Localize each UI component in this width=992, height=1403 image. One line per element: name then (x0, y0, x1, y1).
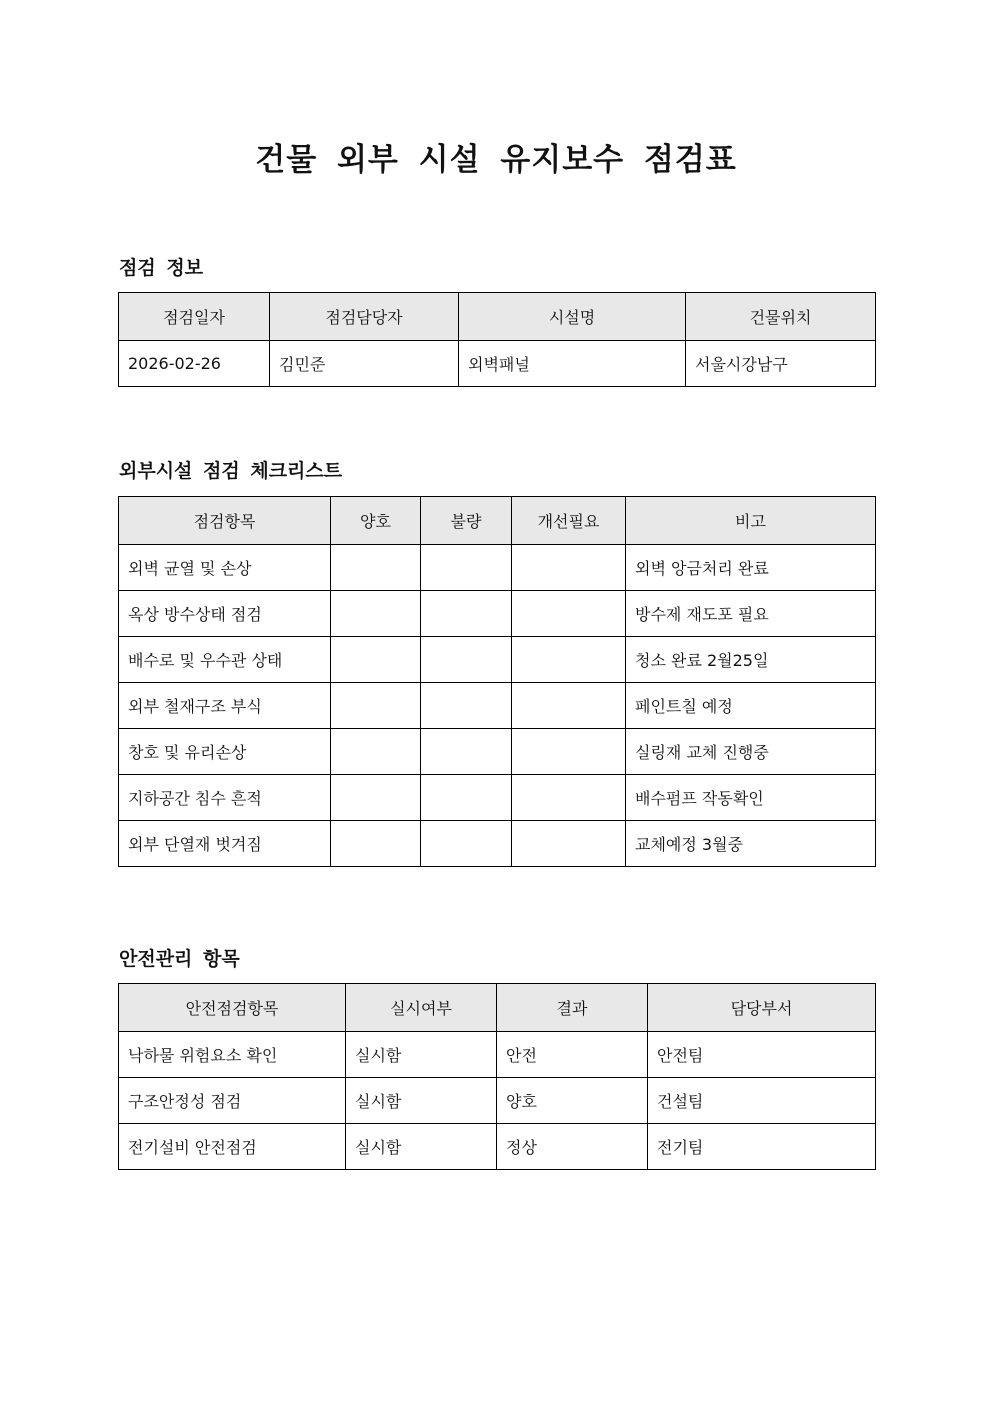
checklist-table (118, 496, 876, 867)
header-cell: 결과 (497, 984, 648, 1032)
table-row (119, 1078, 876, 1124)
check-remark: 외벽 앙금처리 완료 (626, 545, 876, 591)
safety-result: 정상 (497, 1124, 648, 1170)
check-item: 외부 단열재 벗겨짐 (119, 821, 331, 867)
check-good-cell[interactable] (331, 545, 421, 591)
table-row (119, 1032, 876, 1078)
table-row (119, 545, 876, 591)
header-cell: 개선필요 (512, 497, 626, 545)
check-improve-cell[interactable] (512, 729, 626, 775)
check-item: 옥상 방수상태 점검 (119, 591, 331, 637)
check-improve-cell[interactable] (512, 775, 626, 821)
document-title: 건물 외부 시설 유지보수 점검표 (255, 142, 737, 178)
check-bad-cell[interactable] (421, 545, 512, 591)
safety-item: 전기설비 안전점검 (119, 1124, 346, 1170)
table-row (119, 637, 876, 683)
check-good-cell[interactable] (331, 775, 421, 821)
check-good-cell[interactable] (331, 821, 421, 867)
table-header-row (119, 293, 876, 341)
check-good-cell[interactable] (331, 729, 421, 775)
check-bad-cell[interactable] (421, 775, 512, 821)
check-bad-cell[interactable] (421, 729, 512, 775)
header-cell: 점검담당자 (270, 293, 459, 341)
check-good-cell[interactable] (331, 683, 421, 729)
check-item: 창호 및 유리손상 (119, 729, 331, 775)
check-good-cell[interactable] (331, 591, 421, 637)
section-title-inspection-info: 점검 정보 (119, 257, 204, 279)
building-location: 서울시강남구 (686, 341, 876, 387)
safety-department: 전기팀 (648, 1124, 876, 1170)
table-row (119, 821, 876, 867)
check-improve-cell[interactable] (512, 591, 626, 637)
table-row (119, 1124, 876, 1170)
safety-result: 안전 (497, 1032, 648, 1078)
header-cell: 실시여부 (346, 984, 497, 1032)
header-cell: 점검항목 (119, 497, 331, 545)
header-cell: 안전점검항목 (119, 984, 346, 1032)
safety-item: 구조안정성 점검 (119, 1078, 346, 1124)
check-item: 배수로 및 우수관 상태 (119, 637, 331, 683)
safety-result: 양호 (497, 1078, 648, 1124)
check-item: 지하공간 침수 흔적 (119, 775, 331, 821)
facility-name: 외벽패널 (459, 341, 686, 387)
check-item: 외부 철재구조 부식 (119, 683, 331, 729)
check-remark: 청소 완료 2월25일 (626, 637, 876, 683)
check-bad-cell[interactable] (421, 821, 512, 867)
inspector-name: 김민준 (270, 341, 459, 387)
table-header-row (119, 497, 876, 545)
table-row (119, 729, 876, 775)
safety-performed: 실시함 (346, 1124, 497, 1170)
safety-department: 건설팀 (648, 1078, 876, 1124)
inspection-date: 2026-02-26 (119, 341, 270, 387)
table-row (119, 341, 876, 387)
table-row (119, 775, 876, 821)
table-header-row (119, 984, 876, 1032)
section-title-checklist: 외부시설 점검 체크리스트 (119, 460, 343, 482)
header-cell: 불량 (421, 497, 512, 545)
section-title-safety: 안전관리 항목 (119, 948, 240, 970)
check-improve-cell[interactable] (512, 545, 626, 591)
header-cell: 시설명 (459, 293, 686, 341)
check-good-cell[interactable] (331, 637, 421, 683)
table-row (119, 683, 876, 729)
check-item: 외벽 균열 및 손상 (119, 545, 331, 591)
inspection-info-table (118, 292, 876, 387)
header-cell: 점검일자 (119, 293, 270, 341)
header-cell: 비고 (626, 497, 876, 545)
safety-performed: 실시함 (346, 1078, 497, 1124)
header-cell: 양호 (331, 497, 421, 545)
safety-department: 안전팀 (648, 1032, 876, 1078)
header-cell: 담당부서 (648, 984, 876, 1032)
check-improve-cell[interactable] (512, 683, 626, 729)
check-bad-cell[interactable] (421, 683, 512, 729)
safety-table (118, 983, 876, 1170)
check-remark: 방수제 재도포 필요 (626, 591, 876, 637)
table-row (119, 591, 876, 637)
check-remark: 실링재 교체 진행중 (626, 729, 876, 775)
check-bad-cell[interactable] (421, 637, 512, 683)
check-improve-cell[interactable] (512, 637, 626, 683)
check-bad-cell[interactable] (421, 591, 512, 637)
header-cell: 건물위치 (686, 293, 876, 341)
check-remark: 페인트칠 예정 (626, 683, 876, 729)
safety-performed: 실시함 (346, 1032, 497, 1078)
check-remark: 교체예정 3월중 (626, 821, 876, 867)
check-improve-cell[interactable] (512, 821, 626, 867)
check-remark: 배수펌프 작동확인 (626, 775, 876, 821)
safety-item: 낙하물 위험요소 확인 (119, 1032, 346, 1078)
